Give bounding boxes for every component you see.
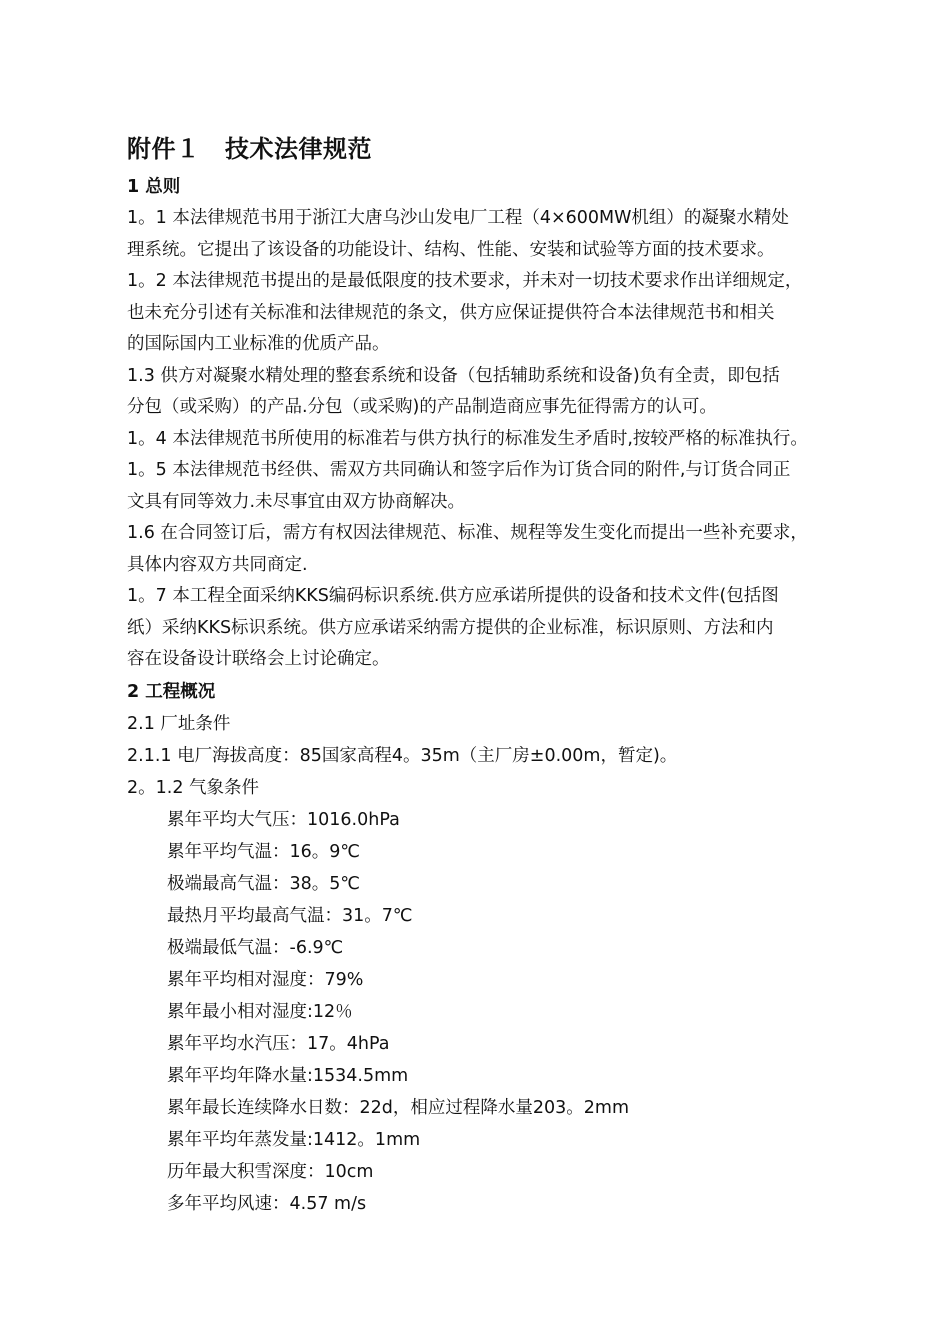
document-title: 附件１ 技术法律规范 — [127, 134, 372, 163]
subsection-site-conditions: 2.1 厂址条件 — [127, 713, 231, 734]
section-heading-general: 1 总则 — [127, 177, 181, 197]
paragraph-1-5 — [127, 455, 867, 518]
paragraph-1-1 — [127, 203, 867, 266]
climate-data-list — [127, 804, 867, 1220]
list-item: 多年平均风速：4.57 m/s — [167, 1193, 367, 1214]
document-page — [127, 131, 867, 1220]
section-heading-overview: 2 工程概况 — [127, 681, 216, 702]
paragraph-line: 1。4 本法律规范书所使用的标准若与供方执行的标准发生矛盾时,按较严格的标准执行。 — [127, 428, 808, 449]
paragraph-1-6 — [127, 518, 867, 581]
list-item: 累年最长连续降水日数：22d，相应过程降水量203。2mm — [167, 1097, 630, 1118]
paragraph-1-3 — [127, 361, 867, 424]
paragraph-line: 也未充分引述有关标准和法律规范的条文，供方应保证提供符合本法律规范书和相关 — [127, 302, 775, 323]
list-item: 累年平均气温：16。9℃ — [167, 841, 361, 862]
paragraph-line: 纸）采纳KKS标识系统。供方应承诺采纳需方提供的企业标准，标识原则、方法和内 — [127, 617, 774, 638]
paragraph-line: 1。1 本法律规范书用于浙江大唐乌沙山发电厂工程（4×600MW机组）的凝聚水精处 — [127, 208, 789, 228]
list-item: 极端最高气温：38。5℃ — [167, 873, 361, 894]
list-item: 累年最小相对湿度:12％ — [167, 1001, 353, 1022]
list-item: 最热月平均最高气温：31。7℃ — [167, 905, 413, 926]
paragraph-line: 分包（或采购）的产品.分包（或采购)的产品制造商应事先征得需方的认可。 — [127, 397, 717, 417]
list-item: 累年平均年降水量:1534.5mm — [167, 1065, 409, 1086]
list-item: 累年平均年蒸发量:1412。1mm — [167, 1129, 421, 1150]
paragraph-1-7 — [127, 581, 867, 676]
paragraph-line: 容在设备设计联络会上讨论确定。 — [127, 649, 390, 669]
subsection-plant-elevation: 2.1.1 电厂海拔高度：85国家高程4。35m（主厂房±0.00m，暂定)。 — [127, 745, 678, 766]
list-item: 历年最大积雪深度：10cm — [167, 1161, 374, 1182]
list-item: 累年平均大气压：1016.0hPa — [167, 809, 400, 830]
paragraph-line: 1。5 本法律规范书经供、需双方共同确认和签字后作为订货合同的附件,与订货合同正 — [127, 460, 791, 480]
paragraph-line: 1。2 本法律规范书提出的是最低限度的技术要求，并未对一切技术要求作出详细规定， — [127, 271, 803, 291]
paragraph-1-2 — [127, 266, 867, 361]
paragraph-line: 具体内容双方共同商定. — [127, 554, 308, 575]
list-item: 累年平均相对湿度：79% — [167, 969, 364, 990]
paragraph-line: 的国际国内工业标准的优质产品。 — [127, 334, 390, 354]
paragraph-line: 1。7 本工程全面采纳KKS编码标识系统.供方应承诺所提供的设备和技术文件(包括图 — [127, 586, 779, 606]
list-item: 极端最低气温：-6.9℃ — [167, 937, 344, 958]
paragraph-1-4 — [127, 424, 867, 456]
list-item: 累年平均水汽压：17。4hPa — [167, 1033, 390, 1054]
paragraph-line: 1.3 供方对凝聚水精处理的整套系统和设备（包括辅助系统和设备)负有全责，即包括 — [127, 365, 780, 386]
paragraph-line: 理系统。它提出了该设备的功能设计、结构、性能、安装和试验等方面的技术要求。 — [127, 239, 775, 260]
paragraph-line: 1.6 在合同签订后，需方有权因法律规范、标准、规程等发生变化而提出一些补充要求， — [127, 523, 808, 543]
paragraph-line: 文具有同等效力.未尽事宜由双方协商解决。 — [127, 491, 466, 512]
subsection-climate-conditions: 2。1.2 气象条件 — [127, 777, 260, 798]
